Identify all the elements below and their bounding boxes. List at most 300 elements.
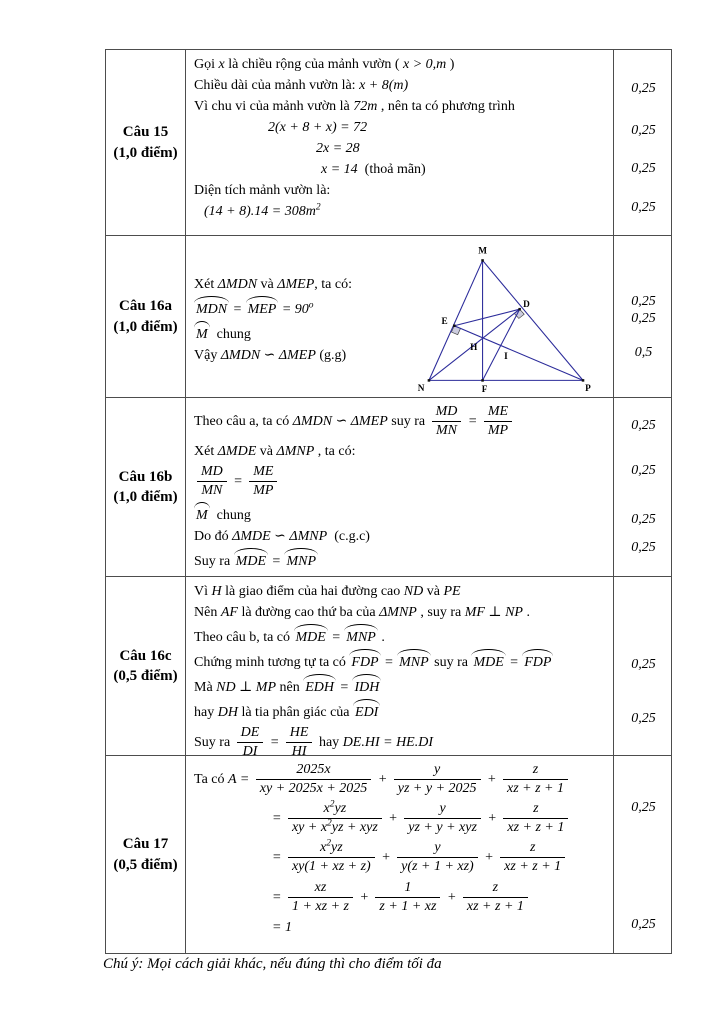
plain-text: ∽ — [260, 348, 279, 363]
fraction-denominator — [404, 819, 481, 836]
angle-hat: MNP — [284, 548, 318, 572]
math-text: + — [377, 850, 395, 866]
plain-text: Gọi — [194, 57, 219, 72]
math-text: xy + 2025x + 2025 — [259, 781, 368, 797]
plain-text: Xét — [194, 444, 218, 460]
vertex-dot — [481, 379, 484, 382]
math-text: 2(x + 8 + x) = 72 — [268, 120, 368, 135]
fraction-denominator — [288, 819, 382, 836]
math-text: x > 0,m — [403, 57, 447, 72]
math-text: PE — [443, 584, 461, 599]
math-text: = — [272, 889, 285, 905]
fraction-numerator — [397, 840, 478, 858]
math-text: y(z + 1 + xz) — [401, 859, 474, 875]
question-label — [106, 398, 186, 576]
solution-line — [268, 117, 605, 138]
plain-text: là tia phân giác của — [237, 705, 354, 720]
fraction-numerator — [288, 880, 353, 898]
fraction — [286, 725, 313, 755]
plain-text: và — [423, 584, 444, 599]
solution-line — [194, 320, 424, 345]
math-text: ND — [403, 584, 424, 599]
math-text: ME — [253, 464, 274, 480]
math-text: ΔMDN — [217, 277, 258, 292]
plain-text: hay — [315, 734, 343, 750]
plain-text: Vì — [194, 584, 212, 599]
solution-line — [321, 159, 605, 180]
points-value: 0,25 — [631, 657, 656, 672]
math-text: z — [492, 879, 499, 895]
angle-hat: EDI — [353, 699, 380, 723]
fraction — [463, 880, 528, 915]
fraction-numerator — [256, 762, 372, 780]
angle-hat: MEP — [246, 296, 279, 320]
fraction-denominator — [463, 898, 528, 915]
plain-text: Xét — [194, 277, 218, 292]
question-label — [106, 577, 186, 755]
plain-text: chung — [209, 327, 251, 342]
table-row — [106, 50, 671, 236]
math-text: MD — [435, 404, 458, 419]
points-value: 0,25 — [631, 540, 656, 555]
points-value: 0,25 — [631, 123, 656, 138]
fraction-numerator — [288, 840, 375, 858]
fraction — [394, 762, 481, 797]
math-text: = — [380, 655, 398, 670]
table-row — [106, 398, 671, 577]
plain-text: (thoả mãn) — [357, 162, 426, 177]
fraction-numerator — [288, 801, 382, 819]
math-text: = — [464, 413, 481, 429]
fraction — [500, 840, 565, 875]
question-label-title: Câu 16c — [119, 647, 172, 664]
fraction — [249, 464, 277, 499]
geometry-figure-svg — [407, 238, 603, 396]
math-text: = — [229, 302, 246, 317]
math-text: yz + y + xyz — [408, 820, 477, 836]
math-text: 2x = 28 — [316, 141, 360, 156]
fraction-denominator — [432, 422, 462, 439]
math-text: ΔMDN — [220, 348, 261, 363]
solution-line — [194, 274, 424, 295]
solution-line — [272, 838, 605, 877]
vertex-label-N: N — [417, 384, 425, 395]
solution-line — [194, 96, 605, 117]
points-value: 0,25 — [631, 161, 656, 176]
math-text: H — [211, 584, 222, 599]
plain-text: ∽ — [270, 529, 290, 545]
solution-line — [204, 201, 605, 222]
points-cell — [614, 236, 673, 397]
math-text: ND ⊥ MP — [216, 680, 276, 695]
solution-line — [194, 648, 605, 673]
fraction-denominator — [503, 780, 568, 797]
fraction-numerator — [394, 762, 481, 780]
fraction — [197, 464, 227, 499]
points-value: 0,25 — [631, 463, 656, 478]
angle-hat: MNP — [397, 649, 431, 673]
fraction — [375, 880, 440, 915]
fraction-denominator — [197, 482, 227, 499]
math-text: ΔMEP — [350, 413, 388, 429]
math-text: z — [533, 801, 539, 817]
math-text: = — [336, 680, 353, 695]
math-text: y — [439, 801, 446, 817]
fraction-numerator — [237, 725, 264, 743]
answer-content — [186, 398, 614, 576]
math-text: DE.HI = HE.DI — [342, 734, 434, 750]
math-text: ΔMEP — [278, 348, 316, 363]
question-label-title: Câu 15 — [122, 124, 169, 141]
solution-line — [194, 760, 605, 799]
math-text: MN — [201, 483, 223, 499]
angle-hat: IDH — [352, 674, 381, 698]
math-text: + — [443, 889, 460, 905]
fraction-denominator — [288, 858, 375, 875]
answer-content — [186, 236, 614, 397]
angle-hat: MDE — [234, 548, 268, 572]
answer-content — [186, 577, 614, 755]
solution-text — [194, 240, 424, 366]
fraction — [404, 801, 481, 836]
plain-text: Theo câu a, ta có — [194, 413, 293, 429]
points-cell — [614, 50, 673, 235]
fraction-denominator — [397, 858, 478, 875]
solution-line — [194, 441, 605, 462]
fraction-numerator — [286, 725, 313, 743]
solution-line — [272, 917, 605, 938]
vertex-label-H: H — [470, 343, 478, 354]
question-label — [106, 236, 186, 397]
solution-text — [194, 581, 605, 755]
question-label-title: Câu 16a — [119, 298, 172, 315]
question-label-title: Câu 16b — [118, 468, 173, 485]
angle-hat: FDP — [349, 649, 380, 673]
math-text: ΔMNP — [289, 529, 328, 545]
math-text: yz — [330, 840, 343, 856]
fraction — [432, 404, 462, 439]
math-text: z — [529, 840, 536, 856]
solution-line — [194, 501, 605, 526]
answer-content — [186, 50, 614, 235]
solution-line — [272, 878, 605, 917]
plain-text: Do đó — [194, 529, 233, 545]
math-text: ΔMEP — [277, 277, 315, 292]
math-text: xz + z + 1 — [504, 859, 562, 875]
solution-line — [194, 462, 605, 501]
fraction-denominator — [286, 743, 313, 755]
fraction-denominator — [394, 780, 481, 797]
math-text: xy + x — [291, 820, 328, 836]
math-text: MP — [253, 483, 274, 499]
solution-line — [194, 54, 605, 75]
math-text: z + 1 + xz — [379, 898, 437, 914]
table-row — [106, 577, 671, 756]
solution-text — [194, 760, 605, 938]
fraction-numerator — [503, 801, 568, 819]
vertex-dot — [481, 259, 484, 262]
plain-text: . — [377, 630, 385, 645]
math-text: ΔMDN — [292, 413, 333, 429]
angle-hat: M — [194, 502, 210, 526]
figure-segment — [483, 260, 583, 380]
fraction — [288, 840, 375, 875]
plain-text: , suy ra — [416, 605, 465, 620]
points-cell — [614, 398, 673, 576]
math-text: y — [434, 840, 441, 856]
math-text: DE — [240, 725, 260, 740]
solution-line — [194, 526, 605, 547]
math-text: x — [323, 801, 330, 817]
geometry-figure — [407, 238, 603, 396]
math-text: = — [272, 811, 285, 826]
plain-text: Ta có — [194, 771, 229, 787]
math-text: = — [266, 734, 283, 750]
math-text: xz + z + 1 — [507, 820, 565, 836]
math-text: + — [355, 889, 373, 905]
math-text: ΔMNP — [379, 605, 417, 620]
points-value: 0,25 — [631, 418, 656, 433]
math-text: DI — [242, 744, 258, 755]
points-value: 0,5 — [634, 345, 653, 360]
plain-text: , ta có: — [314, 277, 352, 292]
math-text: + — [483, 771, 500, 787]
fraction — [288, 880, 353, 915]
math-text: x = 14 — [321, 162, 358, 177]
plain-text: suy ra — [430, 655, 472, 670]
math-text: ΔMNP — [276, 444, 315, 460]
fraction — [397, 840, 478, 875]
fraction-numerator — [404, 801, 481, 819]
plain-text: hay — [194, 705, 218, 720]
points-value: 0,25 — [631, 800, 656, 815]
vertex-label-M: M — [478, 246, 487, 257]
fraction-denominator — [249, 482, 277, 499]
fraction-denominator — [484, 422, 512, 439]
table-row — [106, 756, 671, 953]
math-text: ΔMDE — [217, 444, 257, 460]
plain-text: suy ra — [387, 413, 429, 429]
vertex-label-P: P — [585, 384, 591, 395]
superscript: 2 — [329, 799, 335, 810]
points-value: 0,25 — [631, 711, 656, 726]
vertex-label-D: D — [523, 300, 530, 311]
math-text: MF ⊥ NP — [464, 605, 523, 620]
solution-line — [194, 295, 424, 320]
plain-text: chung — [209, 508, 251, 524]
math-text: + — [483, 811, 501, 826]
math-text: = — [505, 655, 523, 670]
answer-content — [186, 756, 614, 953]
plain-text: Chiều dài của mảnh vườn là: — [194, 78, 360, 93]
math-text: + — [374, 771, 391, 787]
solution-line — [194, 623, 605, 648]
math-text: (14 + 8).14 = 308m — [204, 204, 316, 219]
vertex-dot — [453, 325, 456, 328]
math-text: x — [218, 57, 225, 72]
plain-text: nên — [276, 680, 304, 695]
math-text: 1 — [404, 879, 412, 895]
vertex-dot — [518, 308, 521, 311]
points-cell — [614, 756, 673, 953]
fraction-denominator — [256, 780, 372, 797]
fraction — [256, 762, 372, 797]
math-text: 1 + xz + z — [291, 898, 349, 914]
plain-text: là đường cao thứ ba của — [237, 605, 380, 620]
math-text: HI — [291, 744, 307, 755]
fraction-numerator — [484, 404, 512, 422]
math-text: DH — [217, 705, 238, 720]
vertex-label-E: E — [441, 316, 448, 327]
points-value: 0,25 — [631, 917, 656, 932]
plain-text: Suy ra — [194, 734, 234, 750]
plain-text: Theo câu b, ta có — [194, 630, 294, 645]
plain-text: và — [256, 444, 277, 460]
math-text: z — [532, 762, 539, 777]
plain-text: (c.g.c) — [327, 529, 370, 545]
fraction-numerator — [249, 464, 277, 482]
plain-text: Nên — [194, 605, 221, 620]
math-text: = — [268, 554, 285, 570]
fraction — [237, 725, 264, 755]
plain-text: Mà — [194, 680, 217, 695]
math-text: A = — [228, 771, 253, 787]
math-text: yz + xyz — [331, 820, 378, 836]
plain-text: . — [522, 605, 530, 620]
solution-line — [194, 547, 605, 572]
question-label-points: (0,5 điểm) — [113, 668, 178, 684]
math-text: MP — [487, 423, 509, 439]
points-value: 0,25 — [631, 311, 656, 326]
angle-hat: MDE — [471, 649, 505, 673]
plain-text: ) — [446, 57, 455, 72]
superscript: 2 — [327, 818, 332, 829]
question-label — [106, 756, 186, 953]
math-text: y — [434, 762, 441, 777]
math-text: + — [384, 811, 402, 826]
math-text: yz — [334, 801, 347, 817]
solution-line — [194, 180, 605, 201]
plain-text: là giao điểm của hai đường cao — [221, 584, 404, 599]
angle-hat: M — [194, 321, 210, 345]
math-text: MN — [436, 423, 457, 439]
math-text: xz + z + 1 — [466, 898, 524, 914]
math-text: ΔMDE — [232, 529, 271, 545]
math-text: = — [327, 630, 345, 645]
solution-text — [194, 54, 605, 222]
solution-line — [194, 402, 605, 441]
points-cell — [614, 577, 673, 755]
math-text: = 90 — [278, 302, 309, 317]
points-value: 0,25 — [631, 512, 656, 527]
fraction-numerator — [375, 880, 440, 898]
math-text: = 1 — [272, 919, 292, 935]
solution-line — [194, 673, 605, 698]
vertex-label-I: I — [504, 351, 508, 362]
solution-line — [316, 138, 605, 159]
math-text: AF — [220, 605, 238, 620]
math-text: = — [272, 850, 285, 866]
fraction — [503, 801, 568, 836]
plain-text: và — [257, 277, 278, 292]
fraction-denominator — [500, 858, 565, 875]
solution-line — [272, 799, 605, 838]
plain-text: Vì chu vi của mảnh vườn là — [194, 99, 354, 114]
question-label-points: (0,5 điểm) — [113, 856, 178, 873]
figure-segment — [483, 309, 520, 380]
superscript: 2 — [315, 202, 321, 213]
angle-hat: MNP — [344, 624, 378, 648]
plain-text: ∽ — [332, 413, 351, 429]
question-label-points: (1,0 điểm) — [113, 318, 178, 335]
fraction-numerator — [197, 464, 227, 482]
vertex-dot — [582, 379, 585, 382]
math-text: xz — [314, 879, 327, 895]
fraction-denominator — [375, 898, 440, 915]
math-text: ME — [487, 404, 509, 419]
question-label-points: (1,0 điểm) — [113, 489, 178, 505]
fraction-denominator — [503, 819, 568, 836]
math-text: x + 8(m) — [359, 78, 409, 93]
points-value: 0,25 — [631, 200, 656, 215]
math-text: xz + z + 1 — [507, 781, 565, 797]
plain-text: Vậy — [194, 348, 221, 363]
math-text: = — [229, 474, 247, 489]
plain-text: Suy ra — [194, 554, 234, 570]
solution-line — [194, 345, 424, 366]
question-label — [106, 50, 186, 235]
fraction-numerator — [432, 404, 462, 422]
math-text: 2025x — [296, 762, 331, 777]
plain-text: (g.g) — [315, 348, 347, 363]
math-text: yz + y + 2025 — [397, 781, 477, 797]
solution-line — [194, 75, 605, 96]
math-text: + — [480, 850, 498, 866]
points-value: 0,25 — [631, 294, 656, 309]
fraction-denominator — [237, 743, 264, 755]
question-label-title: Câu 17 — [122, 836, 169, 853]
angle-hat: MDE — [294, 624, 328, 648]
vertex-label-F: F — [481, 385, 488, 396]
solution-line — [194, 698, 605, 723]
fraction-denominator — [288, 898, 353, 915]
angle-hat: FDP — [522, 649, 553, 673]
answer-table — [105, 49, 672, 954]
fraction-numerator — [463, 880, 528, 898]
math-text: x — [320, 840, 327, 856]
superscript: 2 — [326, 838, 331, 849]
plain-text: Diện tích mảnh vườn là: — [194, 183, 331, 198]
math-text: MD — [201, 464, 223, 480]
footer-note: Chú ý: Mọi cách giải khác, nếu đúng thì cho điểm tối đa — [103, 956, 442, 972]
plain-text: Chứng minh tương tự ta có — [194, 655, 350, 670]
points-value: 0,25 — [631, 81, 656, 96]
solution-line — [194, 581, 605, 602]
question-label-points: (1,0 điểm) — [113, 144, 178, 161]
solution-line — [194, 723, 605, 755]
fraction-numerator — [500, 840, 565, 858]
math-text: HE — [289, 725, 309, 740]
fraction — [503, 762, 568, 797]
solution-line — [194, 602, 605, 623]
math-text: xy(1 + xz + z) — [291, 859, 371, 875]
fraction — [484, 404, 512, 439]
angle-hat: EDH — [303, 674, 336, 698]
fraction-numerator — [503, 762, 568, 780]
solution-text — [194, 402, 605, 572]
plain-text: , ta có: — [314, 444, 356, 460]
plain-text: là chiều rộng của mảnh vườn ( — [224, 57, 403, 72]
